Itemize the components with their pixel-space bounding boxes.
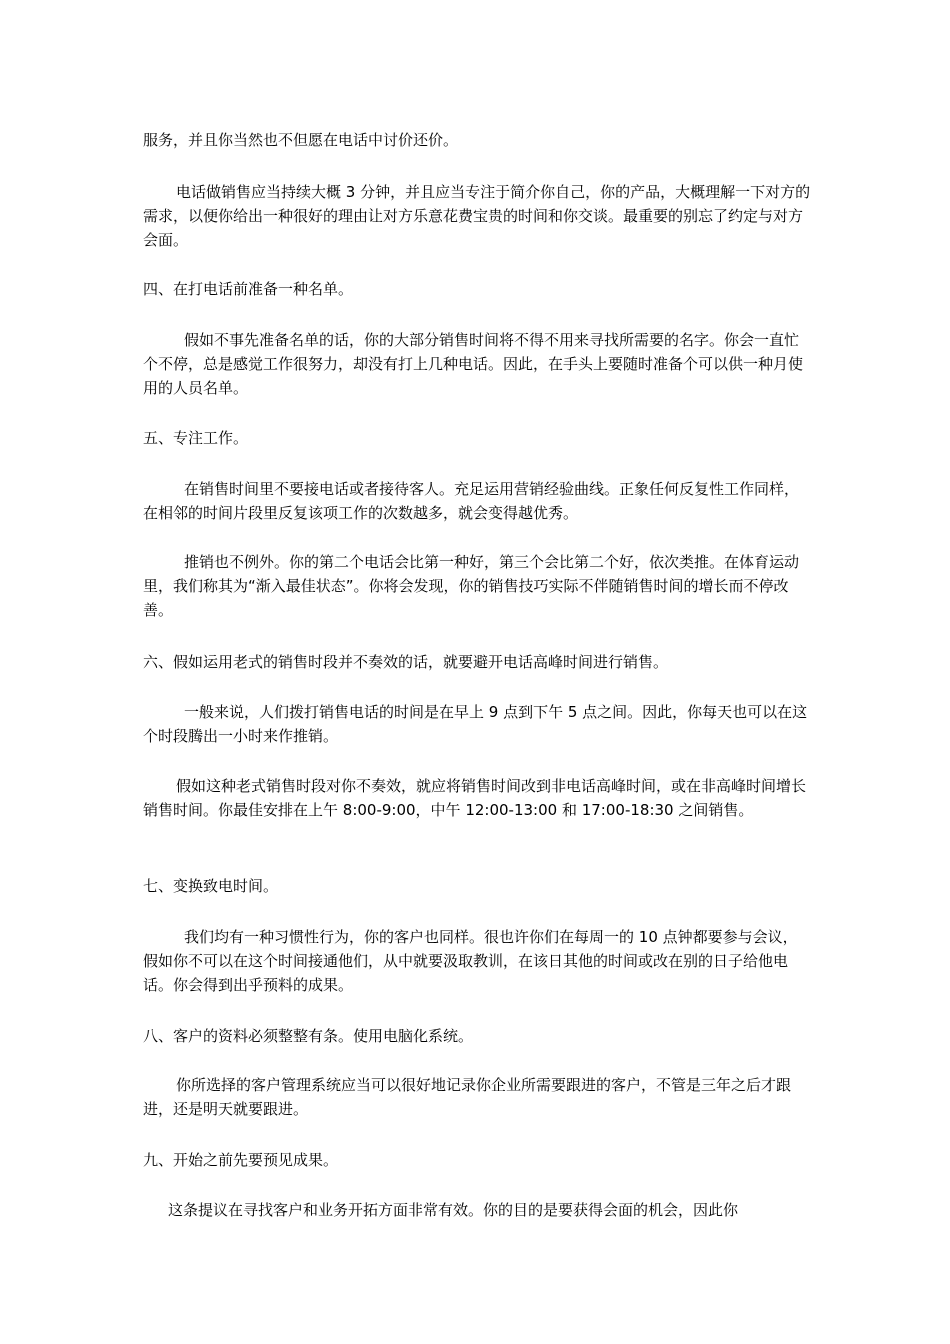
heading-section-8: 八、客户的资料必须整整有条。使用电脑化系统。 — [143, 1027, 474, 1045]
heading-section-5: 五、专注工作。 — [143, 429, 249, 447]
paragraph-call-length: 电话做销售应当持续大概 3 分钟，并且应当专注于简介你自己，你的产品，大概理解一下对方的需求，以便你给出一种很好的理由让对方乐意花费宝贵的时间和你交谈。最重要的别忘了约定与对方会面。 — [143, 183, 811, 249]
paragraph-intro-tail: 服务，并且你当然也不但愿在电话中讨价还价。 — [143, 131, 459, 149]
paragraph-section-8: 你所选择的客户管理系统应当可以很好地记录你企业所需要跟进的客户，不管是三年之后才跟进，还是明天就要跟进。 — [143, 1076, 792, 1118]
heading-section-6: 六、假如运用老式的销售时段并不奏效的话，就要避开电话高峰时间进行销售。 — [143, 653, 669, 671]
paragraph-section-5b: 推销也不例外。你的第二个电话会比第一种好，第三个会比第二个好，依次类推。在体育运动里，我们称其为“渐入最佳状态”。你将会发现，你的销售技巧实际不伴随销售时间的增长而不停改善。 — [143, 553, 800, 619]
heading-section-7: 七、变换致电时间。 — [143, 877, 279, 895]
heading-section-4: 四、在打电话前准备一种名单。 — [143, 280, 354, 298]
paragraph-section-4: 假如不事先准备名单的话，你的大部分销售时间将不得不用来寻找所需要的名字。你会一直忙个不停，总是感觉工作很努力，却没有打上几种电话。因此，在手头上要随时准备个可以供一种月使用的人员名单。 — [143, 331, 804, 397]
heading-section-9: 九、开始之前先要预见成果。 — [143, 1151, 339, 1169]
paragraph-section-7: 我们均有一种习惯性行为，你的客户也同样。很也许你们在每周一的 10 点钟都要参与会议，假如你不可以在这个时间接通他们，从中就要汲取教训，在该日其他的时间或改在别的日子给他电话。你会得到出乎预料的成果。 — [143, 928, 798, 994]
paragraph-section-6b: 假如这种老式销售时段对你不奏效，就应将销售时间改到非电话高峰时间，或在非高峰时间增长销售时间。你最佳安排在上午 8:00-9:00，中午 12:00-13:00 和 17:00-18:30 之间销售。 — [143, 777, 807, 819]
paragraph-section-5a: 在销售时间里不要接电话或者接待客人。充足运用营销经验曲线。正象任何反复性工作同样，在相邻的时间片段里反复该项工作的次数越多，就会变得越优秀。 — [143, 480, 800, 522]
paragraph-section-6a: 一般来说，人们拨打销售电话的时间是在早上 9 点到下午 5 点之间。因此，你每天也可以在这个时段腾出一小时来作推销。 — [143, 703, 808, 745]
paragraph-section-9: 这条提议在寻找客户和业务开拓方面非常有效。你的目的是要获得会面的机会，因此你 — [168, 1201, 739, 1219]
